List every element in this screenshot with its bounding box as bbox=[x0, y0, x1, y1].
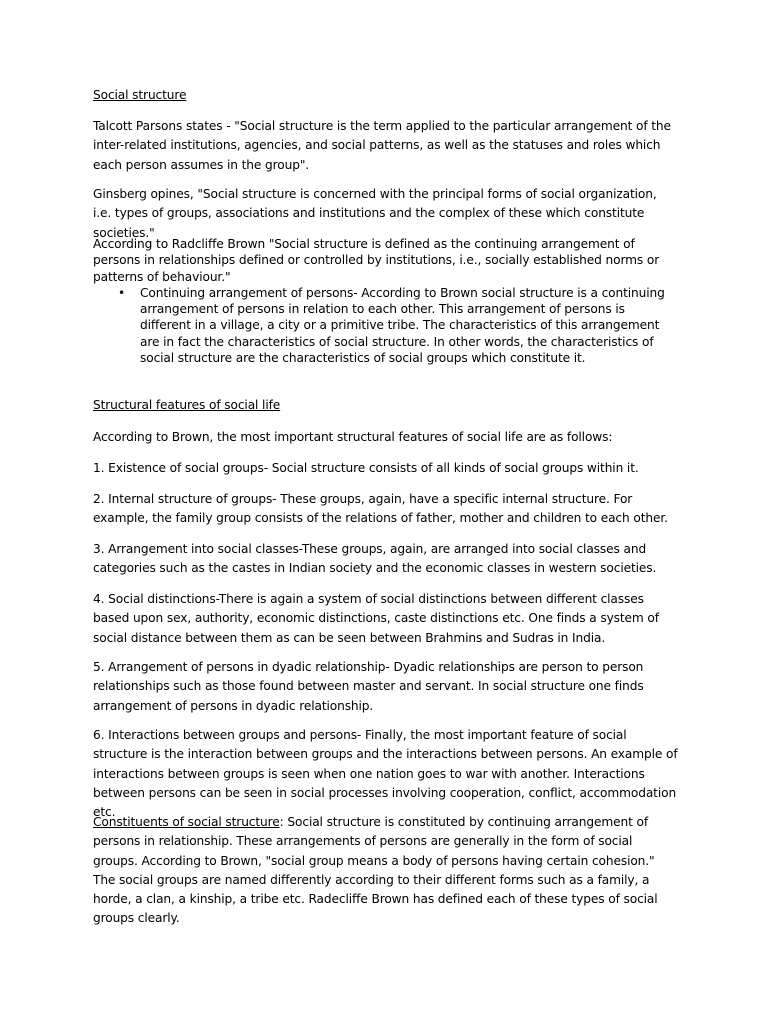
paragraph-brown-intro: According to Brown, the most important structural features of social life are as follows: bbox=[93, 430, 613, 444]
bullet-list bbox=[93, 285, 678, 366]
list-item-1: 1. Existence of social groups- Social structure consists of all kinds of social groups within it. bbox=[93, 461, 639, 475]
paragraph-constituents bbox=[93, 813, 678, 929]
paragraph-parsons: Talcott Parsons states - "Social structure is the term applied to the particular arrangement of the inter-related institutions, agencies, and social patterns, as well as the statuses and roles which each person assumes in the group". bbox=[93, 119, 671, 172]
constituents-text: Social structure is constituted by continuing arrangement of persons in relationship. These arrangements of persons are generally in the form of social groups. According to Brown, "social group means a body of persons having certain cohesion." The social groups are named differently according to their different forms such as a family, a horde, a clan, a kinship, a tribe etc. Radecliffe Brown has defined each of these types of social groups clearly. bbox=[93, 815, 658, 926]
list-item-6: 6. Interactions between groups and persons- Finally, the most important feature of social structure is the interaction between groups and the interactions between persons. An example of interactions between groups is seen when one nation goes to war with another. Interactions between persons can be seen in social processes involving cooperation, conflict, accommodation etc. bbox=[93, 728, 678, 820]
paragraph-radcliffe-brown: According to Radcliffe Brown "Social structure is defined as the continuing arrangement of persons in relationships defined or controlled by institutions, i.e., socially established norms or patterns of behaviour." bbox=[93, 237, 660, 284]
list-item-3: 3. Arrangement into social classes-These groups, again, are arranged into social classes and categories such as the castes in Indian society and the economic classes in western societies. bbox=[93, 542, 657, 576]
section-heading-social-structure: Social structure bbox=[93, 88, 187, 102]
bullet-item-text: Continuing arrangement of persons- According to Brown social structure is a continuing arrangement of persons in relation to each other. This arrangement of persons is different in a village, a city or a primitive tribe. The characteristics of this arrangement are in fact the characteristics of social structure. In other words, the characteristics of social structure are the characteristics of social groups which constitute it. bbox=[140, 286, 665, 365]
section-heading-structural-features: Structural features of social life bbox=[93, 398, 281, 412]
bullet-marker: • bbox=[118, 286, 126, 300]
paragraph-ginsberg: Ginsberg opines, "Social structure is concerned with the principal forms of social organization, i.e. types of groups, associations and institutions and the complex of these which constitute societies." bbox=[93, 187, 657, 240]
constituents-heading: Constituents of social structure bbox=[93, 815, 280, 829]
constituents-separator: : bbox=[279, 815, 288, 829]
list-item-2: 2. Internal structure of groups- These groups, again, have a specific internal structure. For example, the family group consists of the relations of father, mother and children to each other. bbox=[93, 492, 668, 526]
list-item-4: 4. Social distinctions-There is again a system of social distinctions between different classes based upon sex, authority, economic distinctions, caste distinctions etc. One finds a system of social distance between them as can be seen between Brahmins and Sudras in India. bbox=[93, 592, 659, 645]
list-item-5: 5. Arrangement of persons in dyadic relationship- Dyadic relationships are person to person relationships such as those found between master and servant. In social structure one finds arrangement of persons in dyadic relationship. bbox=[93, 660, 644, 713]
bullet-item-continuing-arrangement bbox=[93, 285, 668, 366]
